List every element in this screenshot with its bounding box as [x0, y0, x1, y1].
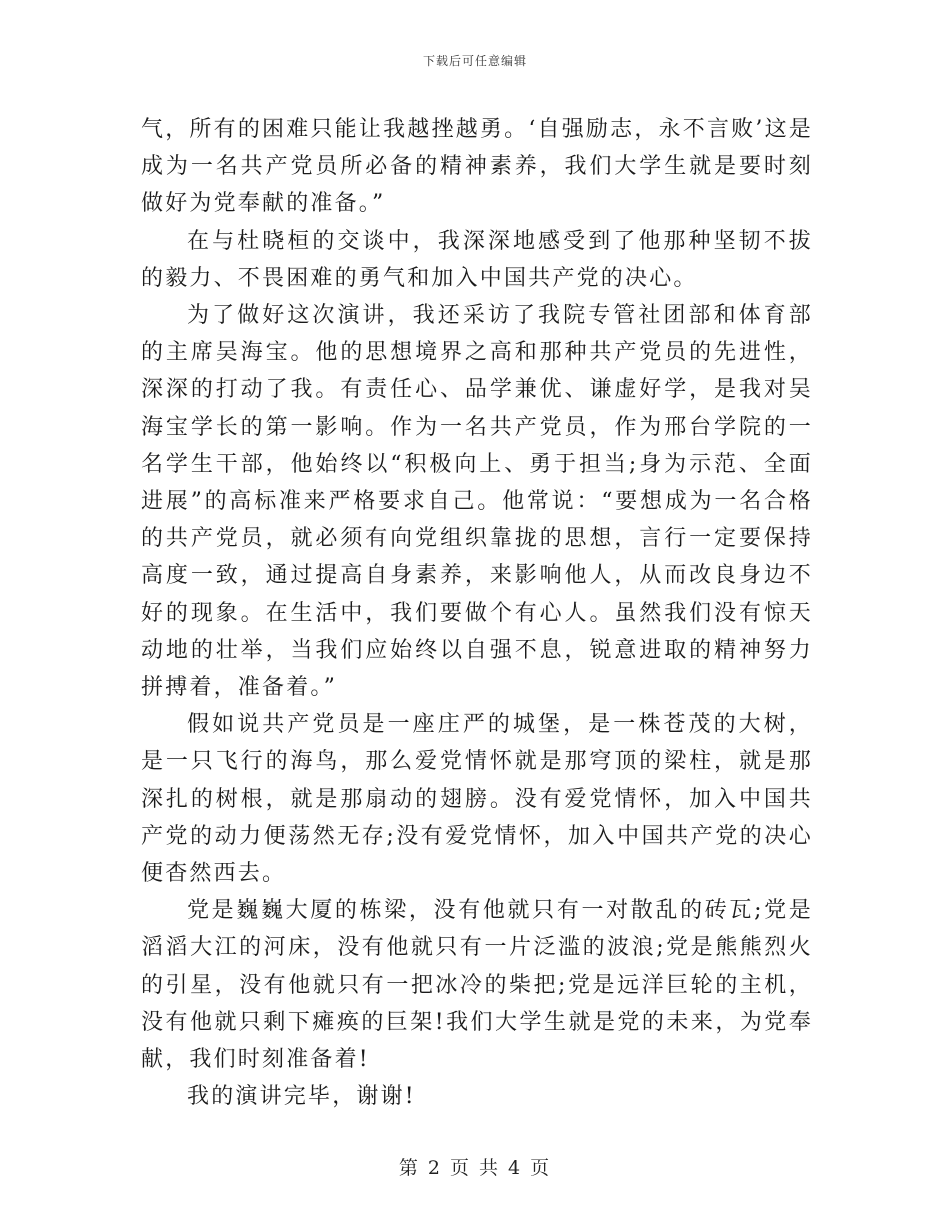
- footer-prefix: 第: [398, 1157, 420, 1179]
- document-body: [141, 111, 813, 1115]
- footer-total-word: 共: [479, 1157, 501, 1179]
- paragraph-closing: 我的演讲完毕，谢谢!: [187, 1084, 416, 1110]
- paragraph-continued: 气，所有的困难只能让我越挫越勇。‘自强励志，永不言败’这是成为一名共产党员所必备的精神素养，我们大学生就是要时刻做好为党奉献的准备。”: [141, 117, 813, 217]
- footer-total-pages: 4: [508, 1157, 523, 1179]
- footer-suffix: 页: [530, 1157, 552, 1179]
- footer-current-page: 2: [427, 1157, 442, 1179]
- footer-page-word: 页: [449, 1157, 471, 1179]
- paragraph-interview-wu: 为了做好这次演讲，我还采访了我院专管社团部和体育部的主席吴海宝。他的思想境界之高和那种共产党员的先进性，深深的打动了我。有责任心、品学兼优、谦虚好学，是我对吴海宝学长的第一影响。作为一名共产党员，作为邢台学院的一名学生干部，他始终以“积极向上、勇于担当;身为示范、全面进展”的高标准来严格要求自己。他常说：“要想成为一名合格的共产党员，就必须有向党组织靠拢的思想，言行一定要保持高度一致，通过提高自身素养，来影响他人，从而改良身边不好的现象。在生活中，我们要做个有心人。虽然我们没有惊天动地的壮举，当我们应始终以自强不息，锐意进取的精神努力拼搏着，准备着。”: [141, 303, 813, 701]
- paragraph-metaphor: 假如说共产党员是一座庄严的城堡，是一株苍茂的大树，是一只飞行的海鸟，那么爱党情怀就是那穹顶的梁柱，就是那深扎的树根，就是那扇动的翅膀。没有爱党情怀，加入中国共产党的动力便荡然无存;没有爱党情怀，加入中国共产党的决心便杳然西去。: [141, 712, 813, 887]
- paragraph-party-pillar: 党是巍巍大厦的栋梁，没有他就只有一对散乱的砖瓦;党是滔滔大江的河床，没有他就只有一片泛滥的波浪;党是熊熊烈火的引星，没有他就只有一把冰冷的柴把;党是远洋巨轮的主机，没有他就只剩下瘫痪的巨架!我们大学生就是党的未来，为党奉献，我们时刻准备着!: [141, 898, 813, 1073]
- page-footer: [0, 1153, 950, 1180]
- paragraph-interview-du: 在与杜晓桓的交谈中，我深深地感受到了他那种坚韧不拔的毅力、不畏困难的勇气和加入中国共产党的决心。: [141, 228, 813, 291]
- page-header: 下载后可任意编辑: [422, 54, 527, 68]
